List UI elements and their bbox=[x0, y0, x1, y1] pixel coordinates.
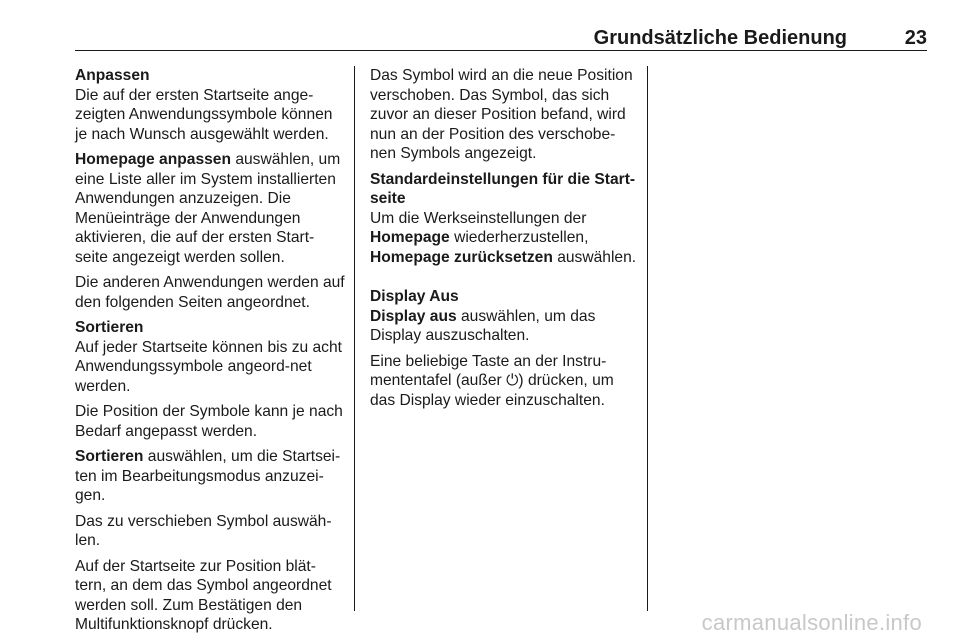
paragraph-text: auswählen. bbox=[552, 248, 637, 266]
column-divider-1 bbox=[354, 66, 355, 611]
paragraph bbox=[75, 150, 345, 267]
section-sortieren bbox=[75, 318, 345, 396]
paragraph-text: auswählen, um die Startsei‐ten im Bearbeitungsmodus anzuzei‐gen. bbox=[75, 448, 341, 504]
section-display-aus bbox=[370, 287, 638, 346]
section-heading: Sortieren bbox=[75, 319, 144, 336]
paragraph-text: Die anderen Anwendungen werden auf den folgenden Seiten angeordnet. bbox=[75, 274, 345, 311]
menu-term: Display aus bbox=[370, 307, 457, 325]
paragraph bbox=[370, 352, 638, 411]
paragraph bbox=[370, 66, 638, 164]
paragraph-text: Die auf der ersten Startseite ange‐zeigten Anwendungssymbole können je nach Wunsch ausgewählt werden. bbox=[75, 86, 333, 143]
menu-term: Sortieren bbox=[75, 448, 144, 465]
paragraph-text: Die Position der Symbole kann je nach Bedarf angepasst werden. bbox=[75, 403, 343, 440]
paragraph bbox=[75, 447, 345, 506]
menu-term: Homepage anpassen bbox=[75, 151, 231, 168]
spacer bbox=[370, 273, 638, 287]
page-header bbox=[75, 26, 927, 50]
paragraph-text: auswählen, um eine Liste aller im System installierten Anwendungen anzuzeigen. Die Menüeinträge der Anwendungen aktivieren, die auf der ersten Start‐seite angezeigt werden sollen. bbox=[75, 151, 341, 266]
column-divider-2 bbox=[647, 66, 648, 611]
paragraph-text: Um die Werkseinstellungen der bbox=[370, 209, 587, 227]
column-left bbox=[75, 66, 345, 641]
paragraph-text: Auf der Startseite zur Position blät‐tern, an dem das Symbol angeordnet werden soll. Zum Bestätigen den Multifunktionsknopf drücken. bbox=[75, 557, 332, 633]
paragraph-text: Das Symbol wird an die neue Position verschoben. Das Symbol, das sich zuvor an dieser Position befand, wird nun an der Position des verschobe‐nen Symbols angezeigt. bbox=[370, 67, 633, 162]
paragraph-text: auswählen, um das Display auszuschalten. bbox=[370, 307, 596, 344]
page-title: Grundsätzliche Bedienung bbox=[593, 27, 847, 49]
menu-term: Homepage zurücksetzen bbox=[370, 248, 553, 266]
section-anpassen bbox=[75, 66, 345, 144]
paragraph bbox=[75, 512, 345, 551]
paragraph bbox=[75, 273, 345, 312]
column-middle bbox=[370, 66, 638, 416]
watermark: carmanualsonline.info bbox=[701, 610, 922, 635]
section-standardeinstellungen bbox=[370, 170, 638, 268]
header-divider bbox=[75, 50, 927, 51]
paragraph-text: Eine beliebige Taste an der Instru‐mententafel (außer ⏻) drücken, um das Display wieder einzuschalten. bbox=[370, 352, 614, 409]
section-heading: Display Aus bbox=[370, 288, 459, 305]
paragraph bbox=[75, 402, 345, 441]
paragraph-text: Auf jeder Startseite können bis zu acht Anwendungssymbole angeord‐net werden. bbox=[75, 338, 342, 395]
section-heading: Standardeinstellungen für die Start‐seite bbox=[370, 170, 636, 207]
paragraph bbox=[75, 557, 345, 635]
section-heading: Anpassen bbox=[75, 67, 150, 84]
paragraph-text: wiederherzustellen, bbox=[449, 229, 589, 246]
page-number: 23 bbox=[904, 27, 927, 49]
menu-term: Homepage bbox=[370, 229, 450, 246]
paragraph-text: Das zu verschieben Symbol auswäh‐len. bbox=[75, 512, 332, 549]
